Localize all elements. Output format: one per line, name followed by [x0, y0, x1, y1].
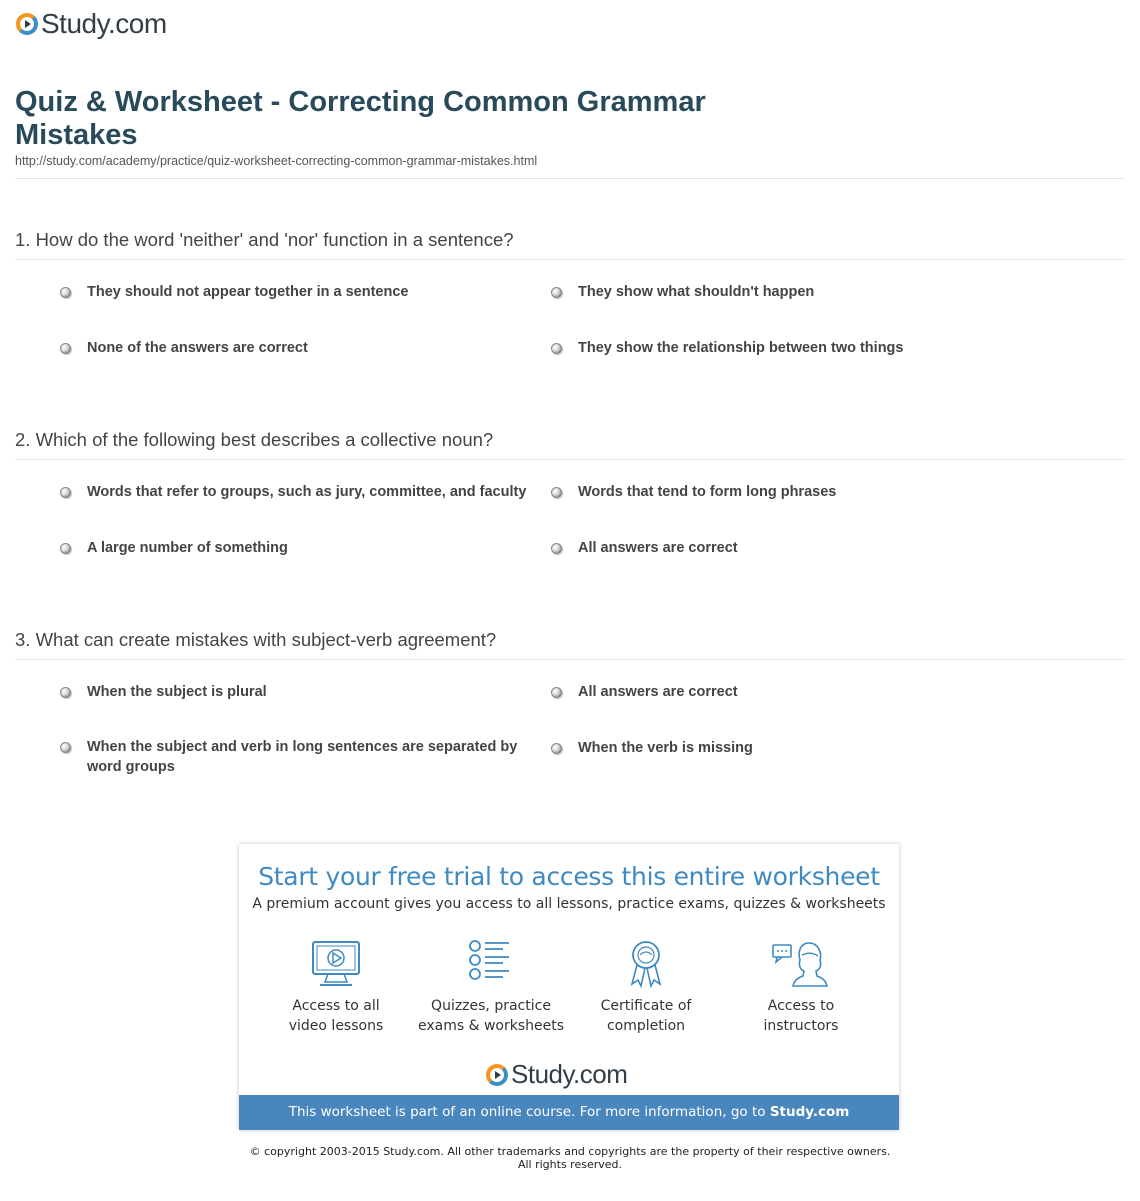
radio-button-icon[interactable]	[551, 487, 562, 498]
answer-option[interactable]	[60, 338, 527, 358]
radio-button-icon[interactable]	[551, 543, 562, 554]
answer-label: All answers are correct	[578, 540, 738, 556]
answer-option[interactable]	[551, 538, 1098, 558]
radio-button-icon[interactable]	[60, 687, 71, 698]
page-url: http://study.com/academy/practice/quiz-worksheet-correcting-common-grammar-mistakes.html	[15, 154, 538, 168]
radio-button-icon[interactable]	[60, 287, 71, 298]
free-trial-promo	[239, 844, 899, 1130]
question-2	[15, 429, 1125, 556]
answer-option[interactable]	[551, 482, 1098, 502]
question-text: 1. How do the word 'neither' and 'nor' function in a sentence?	[15, 229, 1125, 260]
feature-label: video lessons	[288, 1018, 384, 1034]
certificate-icon	[620, 940, 672, 988]
feature-instructors	[723, 940, 879, 1036]
answer-label: They show the relationship between two things	[578, 340, 904, 356]
footer-text: This worksheet is part of an online course. For more information, go to	[288, 1104, 766, 1120]
radio-button-icon[interactable]	[551, 687, 562, 698]
answer-option[interactable]	[60, 682, 527, 702]
feature-label: Certificate of	[600, 998, 692, 1014]
logo-text: Study.com	[41, 8, 167, 39]
answer-label: They show what shouldn't happen	[578, 284, 815, 300]
answer-option[interactable]	[60, 482, 527, 502]
radio-button-icon[interactable]	[551, 287, 562, 298]
play-logo-icon	[486, 1064, 508, 1086]
answer-option[interactable]	[551, 338, 1098, 358]
feature-label: Quizzes, practice	[431, 998, 551, 1014]
video-lesson-icon	[310, 940, 362, 988]
answer-label: A large number of something	[87, 540, 288, 556]
play-logo-icon	[16, 13, 38, 35]
answer-label: When the subject is plural	[87, 684, 267, 700]
footer-link[interactable]: Study.com	[769, 1104, 850, 1120]
answer-label: All answers are correct	[578, 684, 738, 700]
study-logo[interactable]	[16, 8, 167, 40]
radio-button-icon[interactable]	[551, 343, 562, 354]
feature-label: instructors	[763, 1018, 839, 1034]
answer-option[interactable]	[60, 737, 527, 777]
radio-button-icon[interactable]	[60, 487, 71, 498]
answer-label: They should not appear together in a sentence	[87, 284, 409, 300]
promo-study-logo[interactable]	[486, 1059, 627, 1090]
question-3	[15, 629, 1125, 775]
answer-label: When the subject and verb in long sentences are separated by word groups	[87, 739, 518, 775]
copyright	[0, 1145, 1140, 1171]
question-1	[15, 229, 1125, 356]
answer-option[interactable]	[551, 682, 1098, 702]
feature-quizzes	[413, 940, 569, 1036]
promo-subtitle: A premium account gives you access to all lessons, practice exams, quizzes & worksheets	[252, 896, 886, 912]
answer-label: When the verb is missing	[578, 740, 753, 756]
divider	[15, 178, 1125, 179]
answer-option[interactable]	[60, 282, 527, 302]
feature-label: completion	[606, 1018, 686, 1034]
question-text: 2. Which of the following best describes a collective noun?	[15, 429, 1125, 460]
copyright-line: All rights reserved.	[517, 1158, 623, 1171]
radio-button-icon[interactable]	[60, 543, 71, 554]
logo-text: Study.com	[511, 1059, 628, 1089]
feature-certificate	[568, 940, 724, 1036]
feature-label: Access to all	[292, 998, 380, 1014]
radio-button-icon[interactable]	[60, 343, 71, 354]
question-text: 3. What can create mistakes with subject-verb agreement?	[15, 629, 1125, 660]
instructor-icon	[771, 940, 831, 988]
promo-footer-bar	[239, 1095, 899, 1130]
answer-option[interactable]	[551, 282, 1098, 302]
feature-label: Access to	[767, 998, 835, 1014]
answer-label: Words that refer to groups, such as jury, committee, and faculty	[87, 484, 527, 500]
answer-option[interactable]	[60, 538, 527, 558]
answer-option[interactable]	[551, 738, 1098, 758]
quiz-list-icon	[465, 940, 517, 988]
page-title: Quiz & Worksheet - Correcting Common Grammar Mistakes	[15, 86, 706, 151]
feature-video-lessons	[258, 940, 414, 1036]
radio-button-icon[interactable]	[551, 743, 562, 754]
answer-label: None of the answers are correct	[87, 340, 308, 356]
copyright-line: © copyright 2003-2015 Study.com. All other trademarks and copyrights are the property of their respective owners.	[249, 1145, 891, 1158]
promo-title[interactable]: Start your free trial to access this entire worksheet	[258, 862, 880, 891]
radio-button-icon[interactable]	[60, 742, 71, 753]
feature-label: exams & worksheets	[417, 1018, 565, 1034]
answer-label: Words that tend to form long phrases	[578, 484, 837, 500]
